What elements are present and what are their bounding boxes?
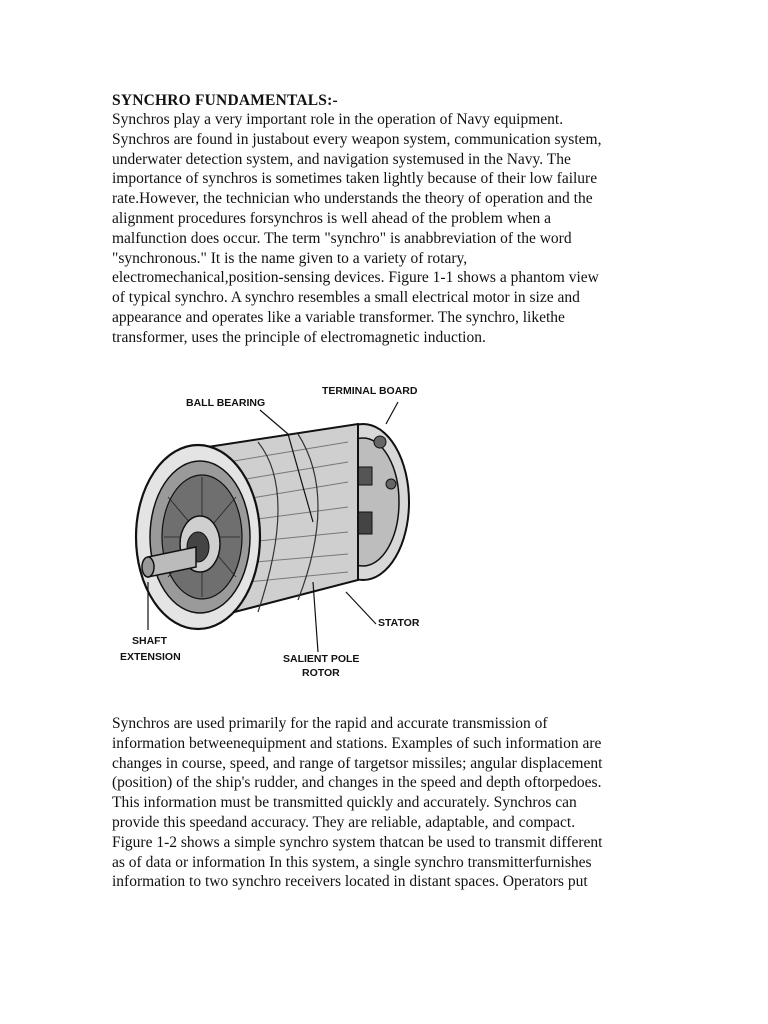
text-line: Figure 1-2 shows a simple synchro system thatcan be used to transmit different bbox=[112, 833, 603, 851]
text-line: malfunction does occur. The term "synchro" is anabbreviation of the word bbox=[112, 229, 572, 247]
synchro-illustration bbox=[108, 372, 438, 682]
usage-paragraph bbox=[112, 714, 672, 892]
text-line: rate.However, the technician who understands the theory of operation and the bbox=[112, 190, 593, 208]
text-line: appearance and operates like a variable transformer. The synchro, likethe bbox=[112, 308, 565, 326]
label-rotor: ROTOR bbox=[302, 667, 340, 679]
text-line: of typical synchro. A synchro resembles a small electrical motor in size and bbox=[112, 289, 580, 307]
label-shaft: SHAFT bbox=[132, 635, 167, 647]
text-line: information to two synchro receivers located in distant spaces. Operators put bbox=[112, 873, 588, 891]
synchro-phantom-view-figure bbox=[108, 372, 438, 682]
text-line: as of data or information In this system, a single synchro transmitterfurnishes bbox=[112, 853, 592, 871]
text-line: transformer, uses the principle of electromagnetic induction. bbox=[112, 328, 486, 346]
text-line: "synchronous." It is the name given to a variety of rotary, bbox=[112, 249, 468, 267]
label-ball-bearing: BALL BEARING bbox=[186, 397, 266, 409]
label-salient-pole: SALIENT POLE bbox=[283, 653, 360, 665]
text-line: Synchros are found in justabout every weapon system, communication system, bbox=[112, 130, 602, 148]
intro-paragraph bbox=[112, 110, 672, 348]
text-line: electromechanical,position-sensing devices. Figure 1-1 shows a phantom view bbox=[112, 269, 599, 287]
text-line: Synchros are used primarily for the rapid and accurate transmission of bbox=[112, 715, 548, 732]
label-stator: STATOR bbox=[378, 617, 420, 629]
text-line: This information must be transmitted quickly and accurately. Synchros can bbox=[112, 794, 577, 812]
text-line: underwater detection system, and navigation systemused in the Navy. The bbox=[112, 150, 571, 168]
section-heading: SYNCHRO FUNDAMENTALS:- bbox=[112, 92, 338, 109]
text-line: alignment procedures forsynchros is well ahead of the problem when a bbox=[112, 209, 552, 227]
text-line: importance of synchros is sometimes taken lightly because of their low failure bbox=[112, 170, 598, 188]
text-line: changes in course, speed, and range of targetsor missiles; angular displacement bbox=[112, 754, 603, 772]
text-line: (position) of the ship's rudder, and changes in the speed and depth oftorpedoes. bbox=[112, 774, 602, 792]
label-terminal-board: TERMINAL BOARD bbox=[322, 385, 418, 397]
text-line: provide this speedand accuracy. They are reliable, adaptable, and compact. bbox=[112, 813, 576, 831]
label-extension: EXTENSION bbox=[120, 651, 181, 663]
text-line: information betweenequipment and stations. Examples of such information are bbox=[112, 734, 602, 752]
front-end-bell bbox=[136, 445, 260, 629]
text-line: Synchros play a very important role in the operation of Navy equipment. bbox=[112, 111, 564, 128]
